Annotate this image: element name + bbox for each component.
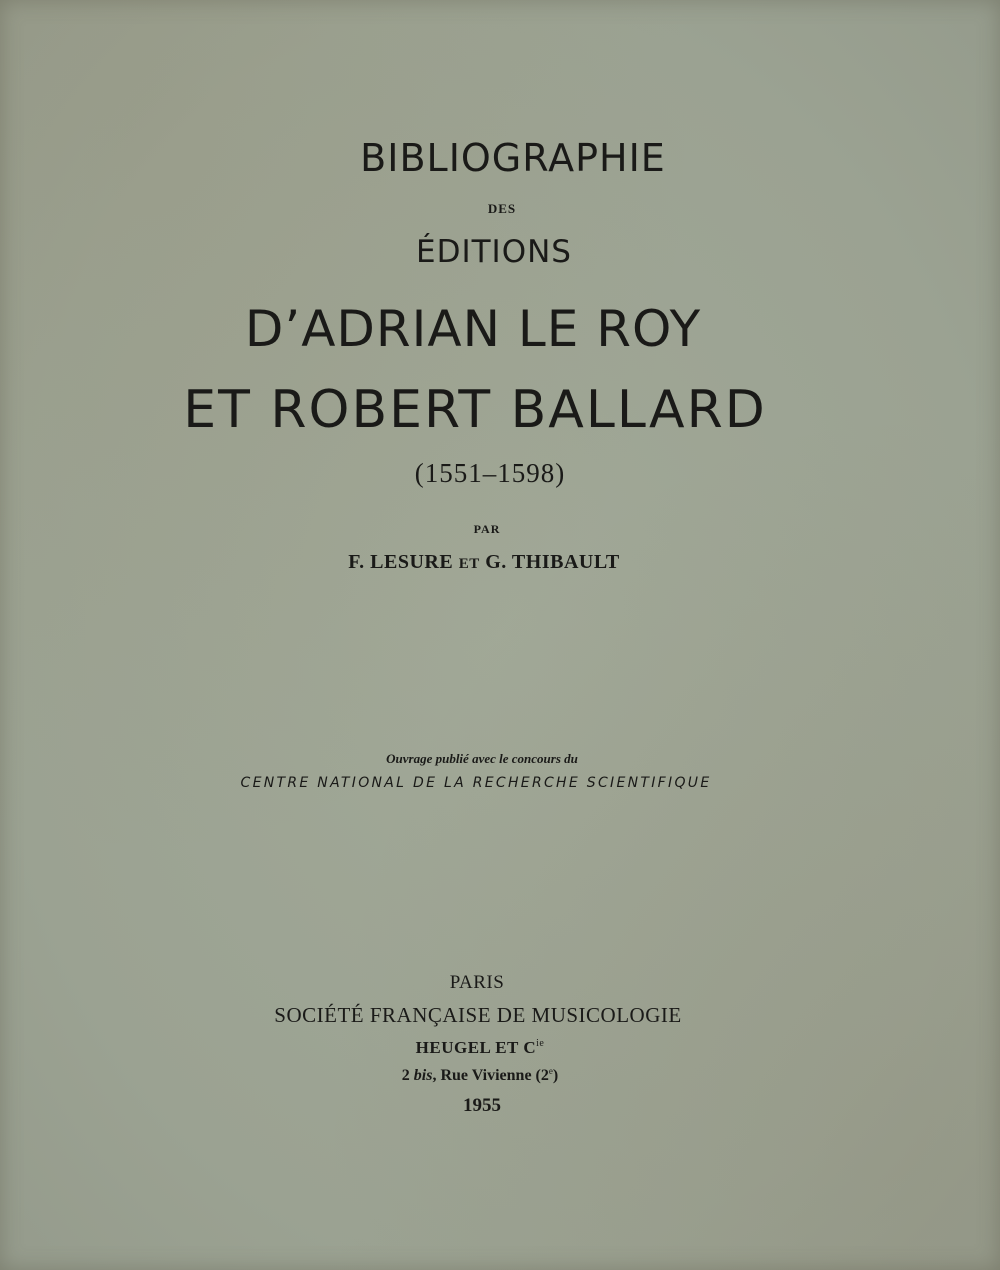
distributor: [0, 1038, 980, 1058]
title-adrian-le-roy: D’ADRIAN LE ROY: [244, 300, 702, 358]
author-thibault: G. THIBAULT: [485, 551, 620, 573]
title-bibliographie: BIBLIOGRAPHIE: [360, 136, 666, 180]
author-lesure: F. LESURE: [348, 551, 454, 573]
publisher: SOCIÉTÉ FRANÇAISE DE MUSICOLOGIE: [274, 1003, 682, 1027]
address-bis: bis: [413, 1067, 433, 1084]
publication-city: PARIS: [449, 972, 505, 993]
date-range: (1551–1598): [414, 458, 566, 488]
distributor-suffix: ie: [536, 1038, 545, 1049]
address-arrondissement-suffix: e: [548, 1066, 553, 1076]
support-note: Ouvrage publié avec le concours du: [386, 751, 578, 766]
authors: [0, 551, 984, 574]
by-label: PAR: [473, 522, 501, 536]
support-organization: CENTRE NATIONAL DE LA RECHERCHE SCIENTIFIQUE: [240, 775, 712, 791]
address-close: ): [552, 1067, 559, 1084]
publication-year: 1955: [463, 1095, 501, 1116]
title-robert-ballard: ET ROBERT BALLARD: [183, 380, 767, 440]
address-street: , Rue Vivienne (2: [432, 1067, 549, 1084]
publisher-address: [0, 1066, 980, 1085]
title-editions: ÉDITIONS: [416, 234, 572, 270]
address-number: 2: [401, 1067, 410, 1084]
distributor-name: HEUGEL ET C: [415, 1038, 537, 1057]
title-des: DES: [487, 201, 517, 216]
author-conjunction: ET: [458, 556, 480, 572]
